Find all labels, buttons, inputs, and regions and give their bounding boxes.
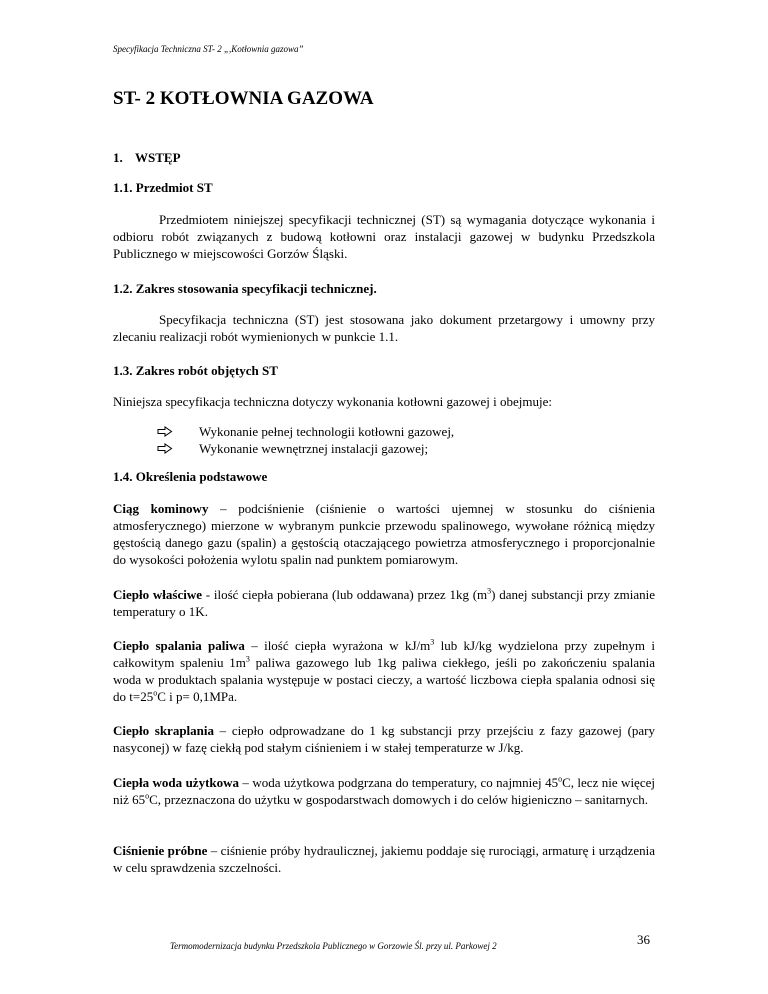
definition-paragraph <box>113 586 655 620</box>
definition-text: – woda użytkowa podgrzana do temperatury, co najmniej 45 <box>239 775 559 790</box>
list-item-text: Wykonanie wewnętrznej instalacji gazowej; <box>199 441 429 456</box>
superscript: 3 <box>245 654 250 664</box>
subsection-heading-1-2: 1.2. Zakres stosowania specyfikacji technicznej. <box>113 281 377 296</box>
paragraph-1-3: Niniejsza specyfikacja techniczna dotyczy wykonania kotłowni gazowej i obejmuje: <box>113 394 552 409</box>
definition-paragraph <box>113 722 655 756</box>
definition-text: paliwa gazowego lub 1kg paliwa ciekłego, jeśli po zakończeniu spalania woda w produktach spalania występuje w postaci cieczy, a wartość liczbowa ciepła spalania odnosi się do t=25 <box>113 655 655 704</box>
page-number: 36 <box>637 932 650 947</box>
definition-paragraph <box>113 500 655 568</box>
superscript: 3 <box>430 637 435 647</box>
section-heading-1 <box>113 150 181 166</box>
definition-text: – ciśnienie próby hydraulicznej, jakiemu poddaje się rurociągi, armaturę i urządzenia w celu sprawdzenia szczelności. <box>113 843 656 875</box>
definition-text: C i p= 0,1MPa. <box>157 689 238 704</box>
list-item-text: Wykonanie pełnej technologii kotłowni gazowej, <box>199 424 455 439</box>
definition-paragraph <box>113 842 655 876</box>
definition-text: - ilość ciepła pobierana (lub oddawana) przez 1kg (m <box>201 587 488 602</box>
subsection-heading-1-4: 1.4. Określenia podstawowe <box>113 469 268 484</box>
definition-term: Ciepło właściwe <box>113 587 202 602</box>
section-number: 1. <box>113 150 123 165</box>
superscript: o <box>145 791 150 801</box>
superscript: 3 <box>487 586 492 596</box>
definition-term: Ciąg kominowy <box>113 501 209 516</box>
definition-text: – ilość ciepła wyrażona w kJ/m <box>244 638 431 653</box>
arrow-right-icon <box>157 426 173 437</box>
definition-term: Ciśnienie próbne <box>113 843 208 858</box>
list-item <box>157 423 454 440</box>
subsection-heading-1-3: 1.3. Zakres robót objętych ST <box>113 363 278 378</box>
running-header: Specyfikacja Techniczna ST- 2 „,Kotłownia gazowa” <box>113 44 304 54</box>
definition-term: Ciepło skraplania <box>113 723 215 738</box>
arrow-right-icon <box>157 443 173 454</box>
section-title: WSTĘP <box>135 150 181 165</box>
subsection-heading-1-1: 1.1. Przedmiot ST <box>113 180 213 195</box>
scope-list <box>157 423 454 457</box>
definition-text: – ciepło odprowadzane do 1 kg substancji przy przejściu z fazy gazowej (pary nasyconej) w fazę ciekłą pod stałym ciśnieniem i w stałej temperaturze w J/kg. <box>113 723 655 755</box>
superscript: o <box>153 688 158 698</box>
superscript: o <box>558 774 563 784</box>
definition-paragraph <box>113 774 655 808</box>
definition-text: C, przeznaczona do użytku w gospodarstwach domowych i do celów higieniczno – sanitarnych. <box>149 792 649 807</box>
definition-text: ) danej substancji przy zmianie temperatury o 1K. <box>113 587 655 619</box>
definition-term: Ciepło spalania paliwa <box>113 638 245 653</box>
page-title: ST- 2 KOTŁOWNIA GAZOWA <box>113 88 374 109</box>
paragraph-1-1: Przedmiotem niniejszej specyfikacji technicznej (ST) są wymagania dotyczące wykonania i odbioru robót związanych z budową kotłowni oraz instalacji gazowej w budynku Przedszkola Publicznego w miejscowości Gorzów Śląski. <box>113 212 655 261</box>
definition-text: – podciśnienie (ciśnienie o wartości ujemnej w stosunku do ciśnienia atmosferycznego) mierzone w wybranym punkcie przewodu spalinowego, wywołane różnicą między gęstością danego gazu (spalin) a gęstością otaczającego powietrza atmosferycznego i proporcjonalnie do wysokości położenia wylotu spalin nad punktem pomiarowym. <box>113 501 655 567</box>
list-item <box>157 440 454 457</box>
definition-term: Ciepła woda użytkowa <box>113 775 240 790</box>
paragraph-1-2: Specyfikacja techniczna (ST) jest stosowana jako dokument przetargowy i umowny przy zlecaniu realizacji robót wymienionych w punkcie 1.1. <box>113 312 655 344</box>
definition-paragraph <box>113 637 655 705</box>
definition-text: lub kJ/kg wydzielona przy zupełnym i całkowitym spaleniu 1m <box>113 638 655 670</box>
definition-text: C, lecz nie więcej niż 65 <box>113 775 655 807</box>
page-footer: Termomodernizacja budynku Przedszkola Publicznego w Gorzowie Śl. przy ul. Parkowej 2 <box>170 941 497 951</box>
